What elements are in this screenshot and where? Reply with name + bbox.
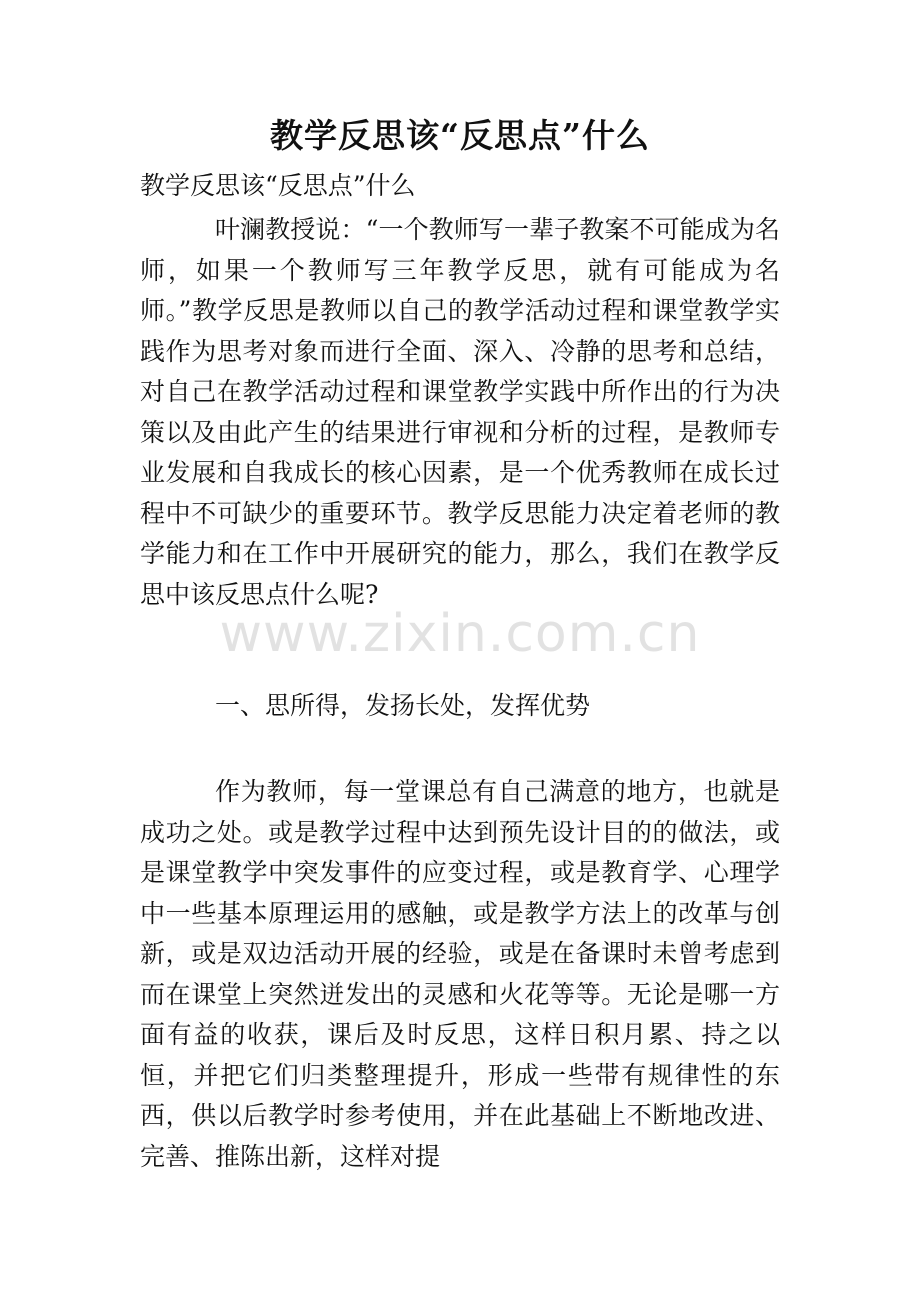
document-subtitle: 教学反思该“反思点”什么 (140, 171, 416, 200)
intro-paragraph: 叶澜教授说：“一个教师写一辈子教案不可能成为名师，如果一个教师写三年教学反思，就有可能成为名师。”教学反思是教师以自己的教学活动过程和课堂教学实践作为思考对象而进行全面、深入、冷静的思考和总结，对自己在教学活动过程和课堂教学实践中所作出的行为决策以及由此产生的结果进行审视和分析的过程，是教师专业发展和自我成长的核心因素，是一个优秀教师在成长过程中不可缺少的重要环节。教学反思能力决定着老师的教学能力和在工作中开展研究的能力，那么，我们在教学反思中该反思点什么呢? (140, 215, 780, 609)
body-paragraph: 作为教师，每一堂课总有自己满意的地方，也就是成功之处。或是教学过程中达到预先设计目的的做法，或是课堂教学中突发事件的应变过程，或是教育学、心理学中一些基本原理运用的感触，或是教学方法上的改革与创新，或是双边活动开展的经验，或是在备课时未曾考虑到而在课堂上突然迸发出的灵感和火花等等。无论是哪一方面有益的收获，课后及时反思，这样日积月累、持之以恒，并把它们归类整理提升，形成一些带有规律性的东西，供以后教学时参考使用，并在此基础上不断地改进、完善、推陈出新，这样对提 (140, 777, 780, 1171)
document-title: 教学反思该“反思点”什么 (270, 116, 650, 155)
watermark-text: www.zixin.com.cn (219, 604, 701, 664)
section-heading: 一、思所得，发扬长处，发挥优势 (215, 691, 591, 720)
